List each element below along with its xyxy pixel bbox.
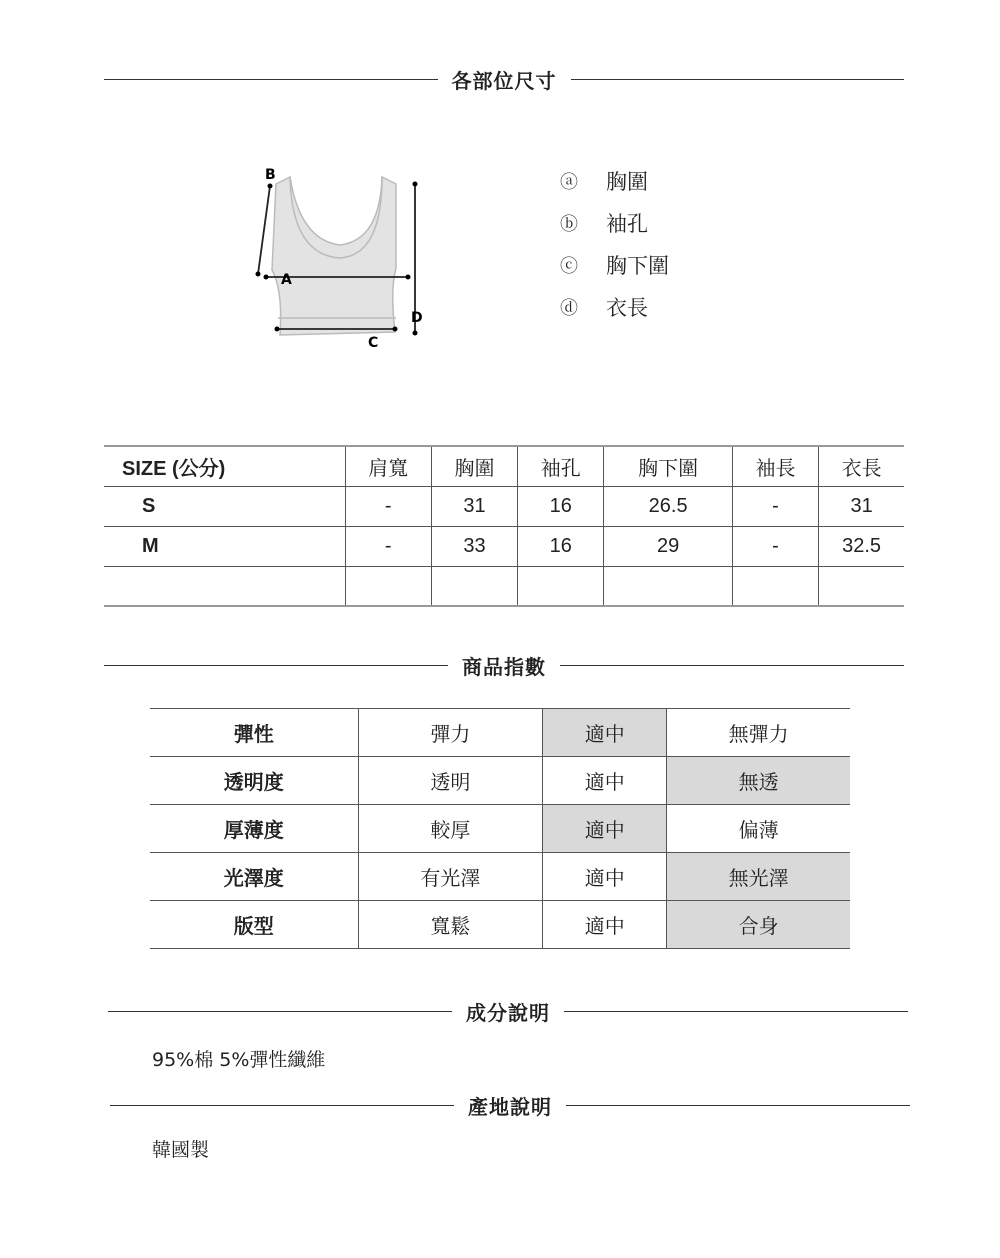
section-header-index: 商品指數 (104, 650, 904, 680)
index-label: 厚薄度 (150, 805, 358, 853)
index-option: 寬鬆 (358, 901, 543, 949)
index-label: 彈性 (150, 709, 358, 757)
table-cell (732, 566, 818, 606)
table-cell: 31 (819, 486, 904, 526)
section-header-material: 成分說明 (108, 996, 908, 1026)
index-row (150, 757, 850, 805)
index-option: 較厚 (358, 805, 543, 853)
header-cell: 袖長 (732, 446, 818, 486)
index-row (150, 805, 850, 853)
legend-item: ⓑ 袖孔 (560, 212, 648, 236)
index-option: 透明 (358, 757, 543, 805)
table-row (104, 566, 904, 606)
index-option: 適中 (543, 853, 667, 901)
index-option: 適中 (543, 757, 667, 805)
table-cell (431, 566, 517, 606)
legend-item: ⓓ 衣長 (560, 296, 648, 320)
index-option: 彈力 (358, 709, 543, 757)
table-cell: - (345, 526, 431, 566)
legend-item: ⓐ 胸圍 (560, 170, 648, 194)
index-option-selected: 合身 (667, 901, 850, 949)
table-row (104, 486, 904, 526)
legend-item: ⓒ 胸下圍 (560, 254, 669, 278)
table-cell: 26.5 (604, 486, 732, 526)
section-header-origin: 產地說明 (110, 1090, 910, 1120)
index-option-selected: 無光澤 (667, 853, 850, 901)
origin-text: 韓國製 (152, 1139, 210, 1161)
index-row (150, 709, 850, 757)
table-row (104, 526, 904, 566)
table-cell: S (104, 486, 345, 526)
header-row (104, 446, 904, 486)
size-table (104, 445, 904, 607)
header-cell: 袖孔 (518, 446, 604, 486)
material-text: 95%棉 5%彈性纖維 (152, 1049, 326, 1071)
table-cell (104, 566, 345, 606)
product-index-table (150, 708, 850, 949)
index-option-selected: 無透 (667, 757, 850, 805)
index-label: 版型 (150, 901, 358, 949)
index-label: 光澤度 (150, 853, 358, 901)
table-cell: - (732, 526, 818, 566)
garment-diagram (250, 160, 430, 350)
header-cell: 胸下圍 (604, 446, 732, 486)
index-row (150, 901, 850, 949)
index-option: 適中 (543, 901, 667, 949)
table-cell: M (104, 526, 345, 566)
table-cell: 29 (604, 526, 732, 566)
table-cell: 31 (431, 486, 517, 526)
header-cell: SIZE (公分) (104, 446, 345, 486)
index-label: 透明度 (150, 757, 358, 805)
label-b: B (265, 167, 276, 183)
table-cell: 32.5 (819, 526, 904, 566)
index-option: 偏薄 (667, 805, 850, 853)
label-a: A (281, 272, 292, 288)
table-cell (345, 566, 431, 606)
header-cell: 肩寬 (345, 446, 431, 486)
index-option: 有光澤 (358, 853, 543, 901)
table-cell: - (345, 486, 431, 526)
index-option: 無彈力 (667, 709, 850, 757)
header-cell: 衣長 (819, 446, 904, 486)
measurement-legend (560, 160, 669, 328)
table-cell: - (732, 486, 818, 526)
table-cell: 16 (518, 486, 604, 526)
header-cell: 胸圍 (431, 446, 517, 486)
table-cell: 16 (518, 526, 604, 566)
table-cell: 33 (431, 526, 517, 566)
label-d: D (411, 310, 423, 326)
index-option-selected: 適中 (543, 805, 667, 853)
table-cell (604, 566, 732, 606)
table-cell (819, 566, 904, 606)
index-option-selected: 適中 (543, 709, 667, 757)
table-cell (518, 566, 604, 606)
label-c: C (368, 335, 379, 350)
index-row (150, 853, 850, 901)
section-header-size: 各部位尺寸 (104, 64, 904, 94)
